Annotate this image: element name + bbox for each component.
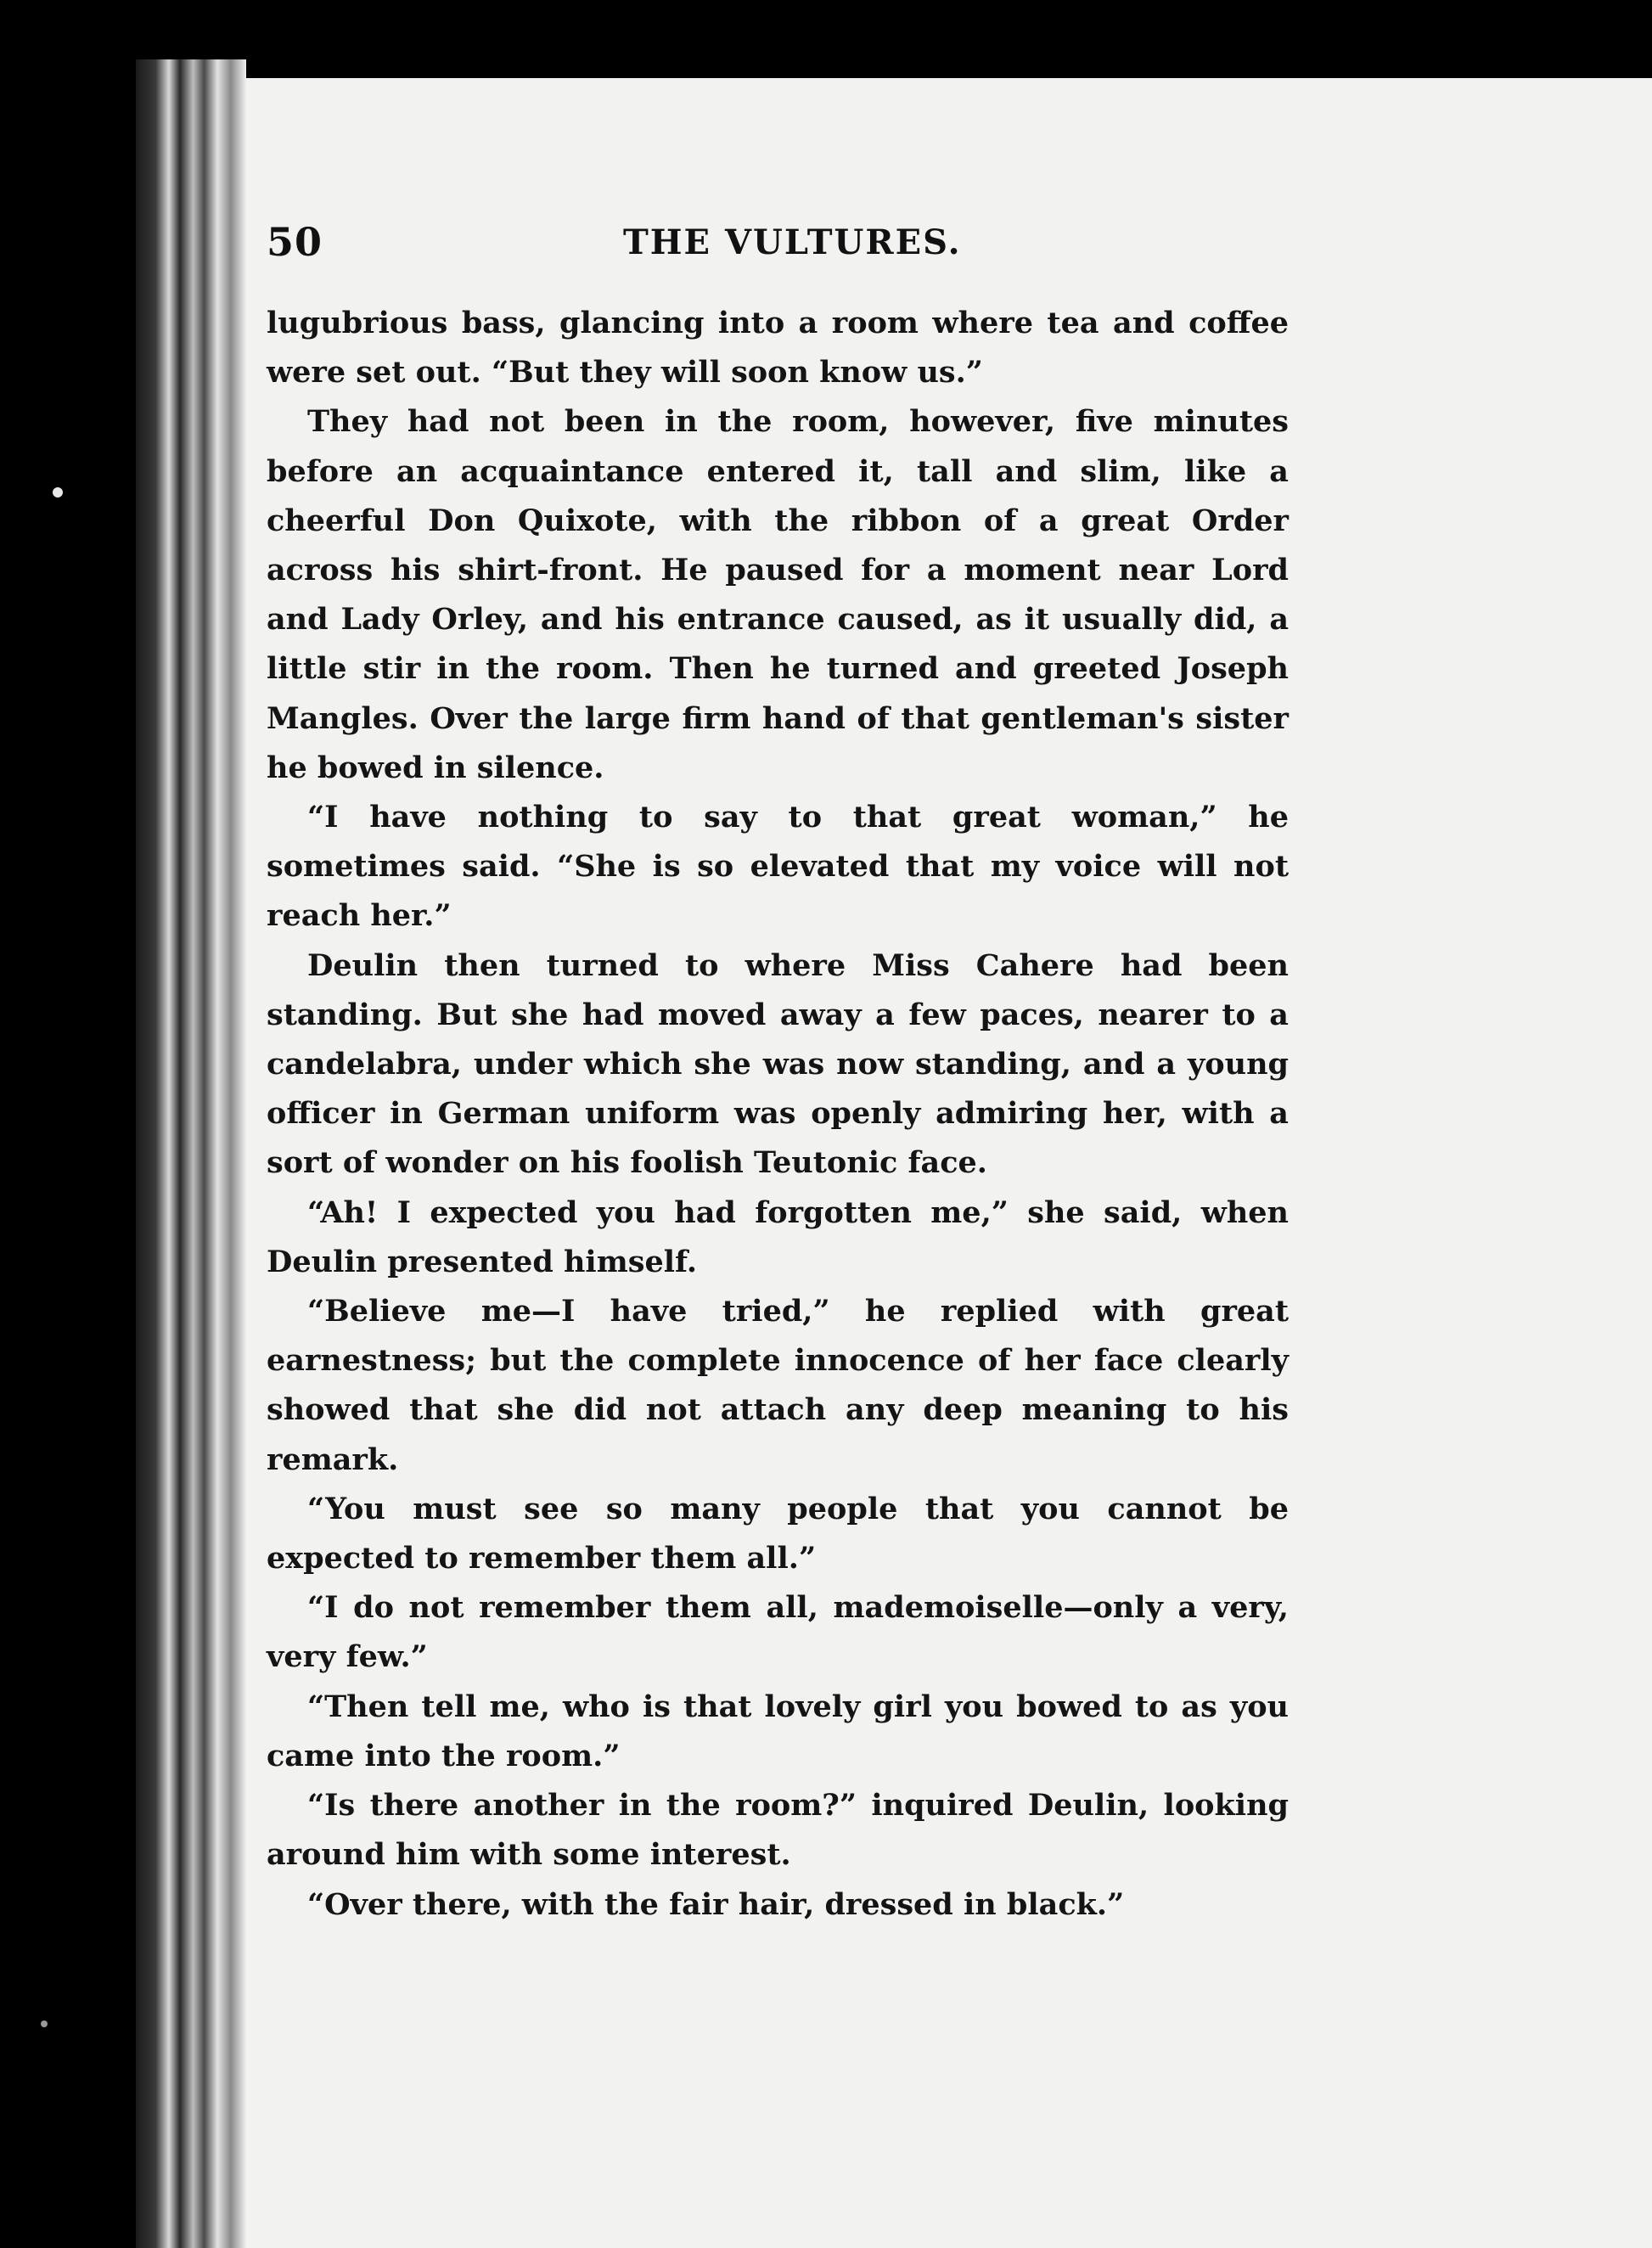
paragraph: lugubrious bass, glancing into a room where tea and coffee were set out. “But they will soon know us.”: [267, 306, 1289, 391]
paragraph: “I do not remember them all, mademoiselle—only a very, very few.”: [267, 1590, 1289, 1675]
paragraph: “I have nothing to say to that great woman,” he sometimes said. “She is so elevated that my voice will not reach her.”: [267, 800, 1289, 934]
paragraph: “You must see so many people that you cannot be expected to remember them all.”: [267, 1491, 1289, 1576]
paragraph: “Ah! I expected you had forgotten me,” she said, when Deulin presented himself.: [267, 1194, 1289, 1279]
paragraph: “Is there another in the room?” inquired Deulin, looking around him with some interest.: [267, 1788, 1289, 1873]
paragraph: “Over there, with the fair hair, dressed in black.”: [307, 1886, 1125, 1922]
page-number: 50: [267, 219, 323, 265]
paragraph: Deulin then turned to where Miss Cahere had been standing. But she had moved away a few paces, nearer to a candelabra, under which she was now standing, and a young officer in German uniform was openly admiring her, with a sort of wonder on his foolish Teutonic face.: [267, 947, 1289, 1181]
scan-speck: [53, 487, 63, 497]
book-binding-edge: [136, 59, 246, 2248]
paragraph: “Then tell me, who is that lovely girl you bowed to as you came into the room.”: [267, 1689, 1289, 1773]
paragraph: They had not been in the room, however, five minutes before an acquaintance entered it, tall and slim, like a cheerful Don Quixote, with the ribbon of a great Order across his shirt-front. He paused for a moment near Lord and Lady Orley, and his entrance caused, as it usually did, a little stir in the room. Then he turned and greeted Joseph Mangles. Over the large firm hand of that gentleman's sister he bowed in silence.: [267, 404, 1289, 785]
body-text: [267, 299, 1289, 1930]
scan-speck: [41, 2020, 48, 2027]
running-head: THE VULTURES.: [623, 222, 962, 262]
paragraph: “Believe me—I have tried,” he replied with great earnestness; but the complete innocence of her face clearly showed that she did not attach any deep meaning to his remark.: [267, 1294, 1289, 1477]
page-header: [267, 219, 1289, 278]
